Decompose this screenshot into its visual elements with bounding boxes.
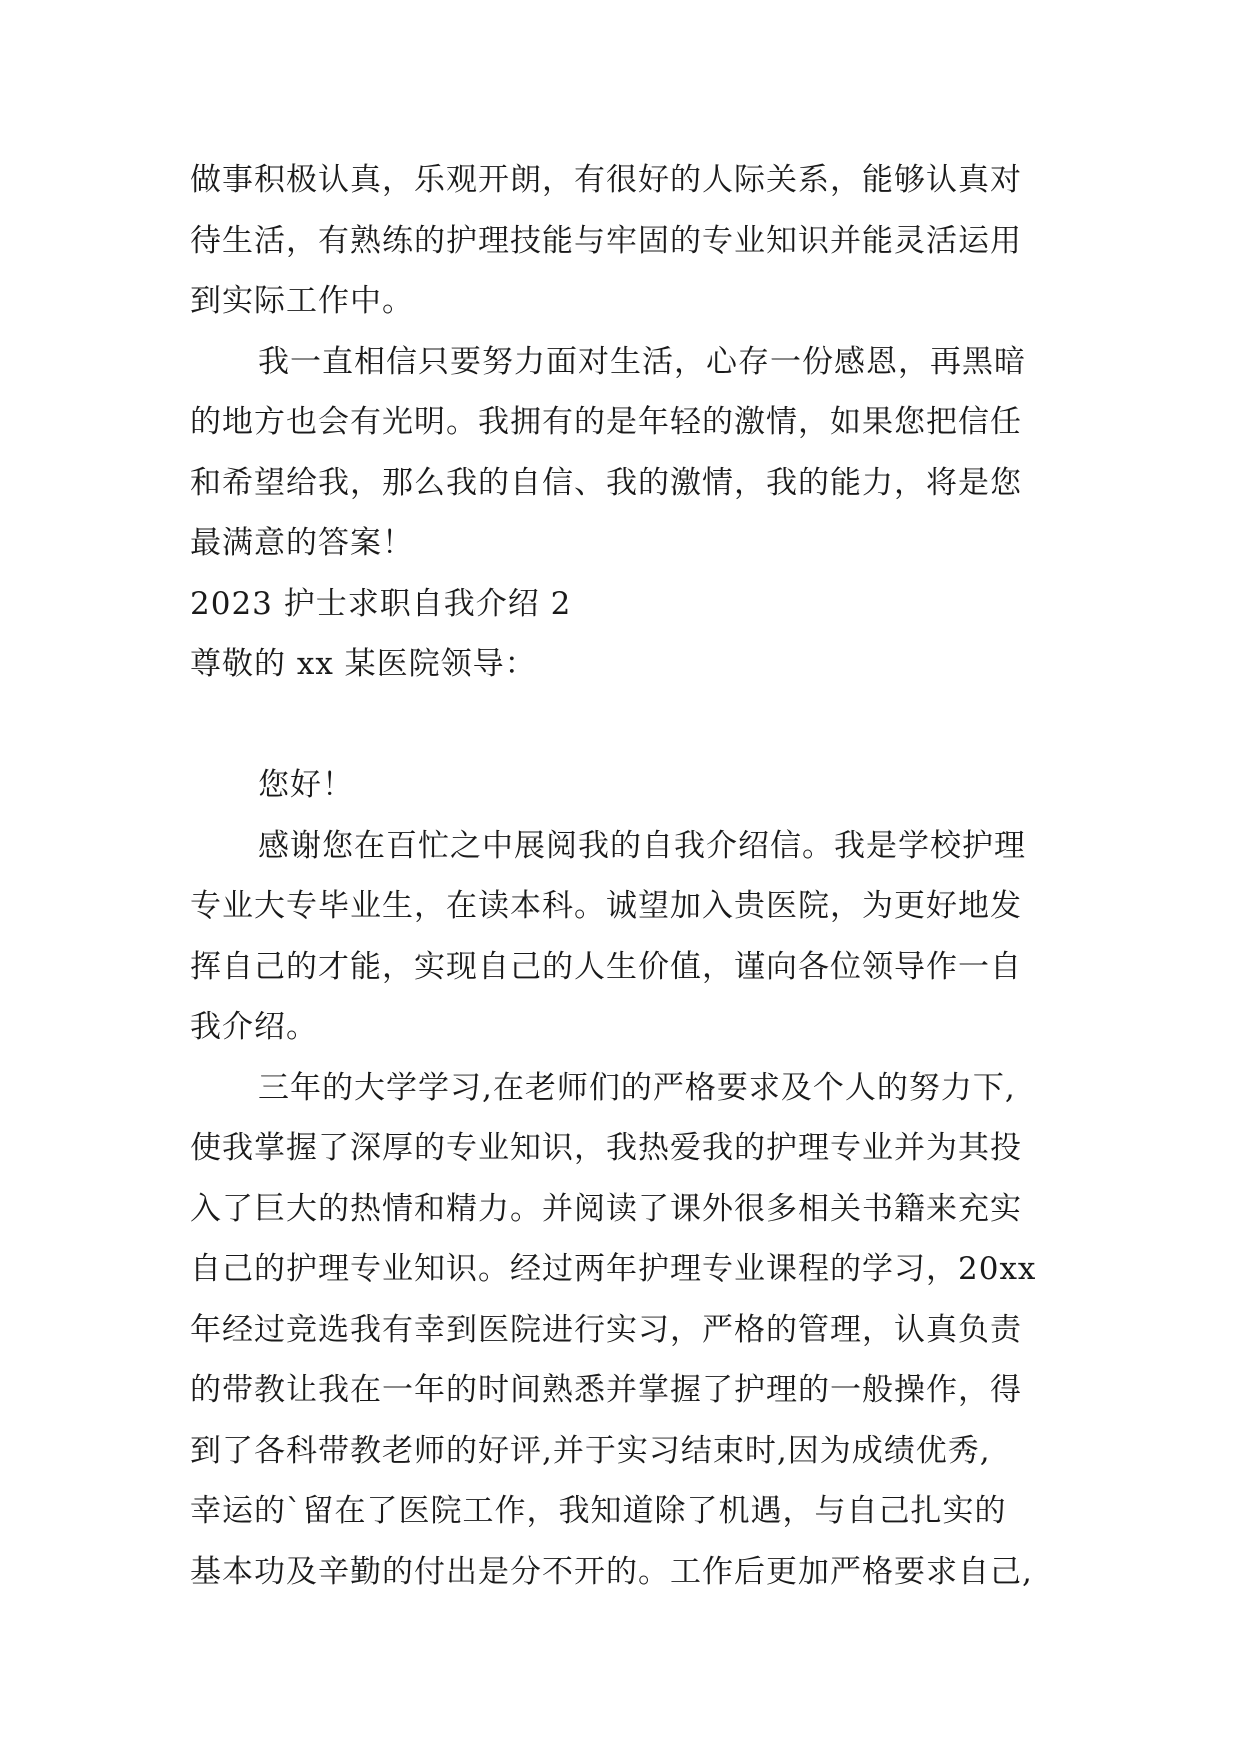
text-line: 到了各科带教老师的好评,并于实习结束时,因为成绩优秀, (190, 1432, 991, 1469)
text-line: 和希望给我，那么我的自信、我的激情，我的能力，将是您 (190, 464, 1022, 501)
body-paragraph-1 (190, 816, 1052, 1058)
text-line: 做事积极认真，乐观开朗，有很好的人际关系，能够认真对 (190, 162, 1022, 198)
text-line: 待生活，有熟练的护理技能与牢固的专业知识并能灵活运用 (190, 222, 1022, 259)
greeting: 您好！ (258, 767, 354, 803)
section-title: 2023 护士求职自我介绍 2 (190, 585, 572, 622)
text-line: 到实际工作中。 (190, 283, 414, 319)
text-line: 专业大专毕业生，在读本科。诚望加入贵医院，为更好地发 (190, 888, 1022, 924)
text-line: 最满意的答案！ (190, 525, 414, 561)
text-line: 基本功及辛勤的付出是分不开的。工作后更加严格要求自己, (190, 1553, 1033, 1590)
text-line: 年经过竞选我有幸到医院进行实习，严格的管理，认真负责 (190, 1311, 1022, 1348)
text-line: 感谢您在百忙之中展阅我的自我介绍信。我是学校护理 (258, 827, 1026, 864)
text-line: 入了巨大的热情和精力。并阅读了课外很多相关书籍来充实 (190, 1190, 1022, 1227)
body-paragraph-2 (190, 1058, 1052, 1603)
text-line: 自己的护理专业知识。经过两年护理专业课程的学习，20xx (190, 1251, 1037, 1287)
text-line: 我介绍。 (190, 1009, 318, 1045)
text-line: 我一直相信只要努力面对生活，心存一份感恩，再黑暗 (258, 343, 1026, 380)
text-line: 的地方也会有光明。我拥有的是年轻的激情，如果您把信任 (190, 404, 1022, 440)
blank-line (190, 695, 1052, 756)
text-line: 三年的大学学习,在老师们的严格要求及个人的努力下, (258, 1069, 1016, 1106)
text-line: 使我掌握了深厚的专业知识，我热爱我的护理专业并为其投 (190, 1130, 1022, 1166)
text-line: 挥自己的才能，实现自己的人生价值，谨向各位领导作一自 (190, 948, 1022, 985)
salutation: 尊敬的 xx 某医院领导： (190, 646, 537, 682)
document-page (190, 150, 1052, 1602)
text-line: 的带教让我在一年的时间熟悉并掌握了护理的一般操作，得 (190, 1372, 1022, 1408)
paragraph-2 (190, 332, 1052, 574)
paragraph-1 (190, 150, 1052, 332)
text-line: 幸运的`留在了医院工作，我知道除了机遇，与自己扎实的 (190, 1493, 1007, 1529)
